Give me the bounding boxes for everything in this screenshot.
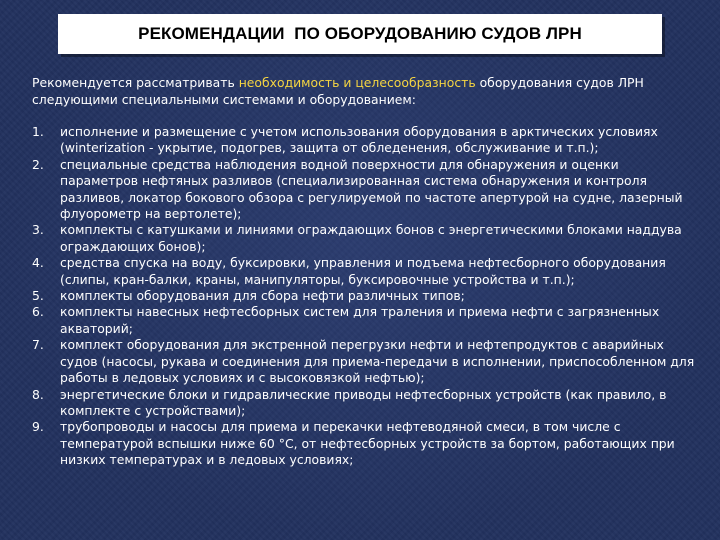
list-item-text: специальные средства наблюдения водной поверхности для обнаружения и оценки параметров нефтяных разливов (специализированная система обнаружения и контроля разливов, локатор бокового обзора с регулируемой по частоте апертурой на судне, лазерный флуорометр на вертолете); [60,156,683,222]
list-item [32,419,697,468]
list-item-number: 3. [32,222,44,238]
list-item-number: 5. [32,288,44,304]
list-item [32,387,697,420]
list-item [32,255,697,288]
list-item-number: 2. [32,156,44,172]
intro-paragraph [32,74,692,108]
list-item-number: 6. [32,304,44,320]
list-item-text: комплекты с катушками и линиями ограждающих бонов с энергетическими блоками наддува ограждающих бонов); [60,222,682,254]
list-item-text: комплекты навесных нефтесборных систем для траления и приема нефти с загрязненных акваторий; [60,304,660,336]
list-item-number: 9. [32,419,44,435]
list-item-text: трубопроводы и насосы для приема и перекачки нефтеводяной смеси, в том числе с температурой вспышки ниже 60 °С, от нефтесборных устройств за бортом, работающих при низких температурах и в ледовых условиях; [60,419,675,468]
list-item-text: комплекты оборудования для сбора нефти различных типов; [60,288,465,304]
intro-highlight: необходимость и целесообразность [238,75,476,90]
list-item-text: средства спуска на воду, буксировки, управления и подъема нефтесборного оборудования (слипы, кран-балки, краны, манипуляторы, буксировочные устройства и т.п.); [60,255,666,287]
list-item-text: энергетические блоки и гидравлические приводы нефтесборных устройств (как правило, в комплекте с устройствами); [60,386,667,418]
list-item [32,124,697,157]
list-item [32,304,697,337]
list-item-number: 4. [32,255,44,271]
list-item [32,157,697,223]
title-box [58,14,662,54]
equipment-list [32,124,697,469]
list-item-number: 7. [32,337,44,353]
list-item [32,288,697,304]
list-item [32,337,697,386]
intro-text-after: оборудования судов ЛРН следующими специальными системами и оборудованием: [32,75,644,107]
list-item [32,222,697,255]
list-item-text: комплект оборудования для экстренной перегрузки нефти и нефтепродуктов с аварийных судов (насосы, рукава и соединения для приема-передачи в исполнении, приспособленном для работы в ледовых условиях и с высоковязкой нефтью); [60,337,695,386]
slide-title: РЕКОМЕНДАЦИИ ПО ОБОРУДОВАНИЮ СУДОВ ЛРН [138,24,582,43]
list-item-number: 8. [32,386,44,402]
list-item-text: исполнение и размещение с учетом использования оборудования в арктических условиях (winterization - укрытие, подогрев, защита от обледенения, обслуживание и т.п.); [60,124,658,156]
intro-text-before: Рекомендуется рассматривать [32,75,239,90]
list-item-number: 1. [32,124,44,139]
